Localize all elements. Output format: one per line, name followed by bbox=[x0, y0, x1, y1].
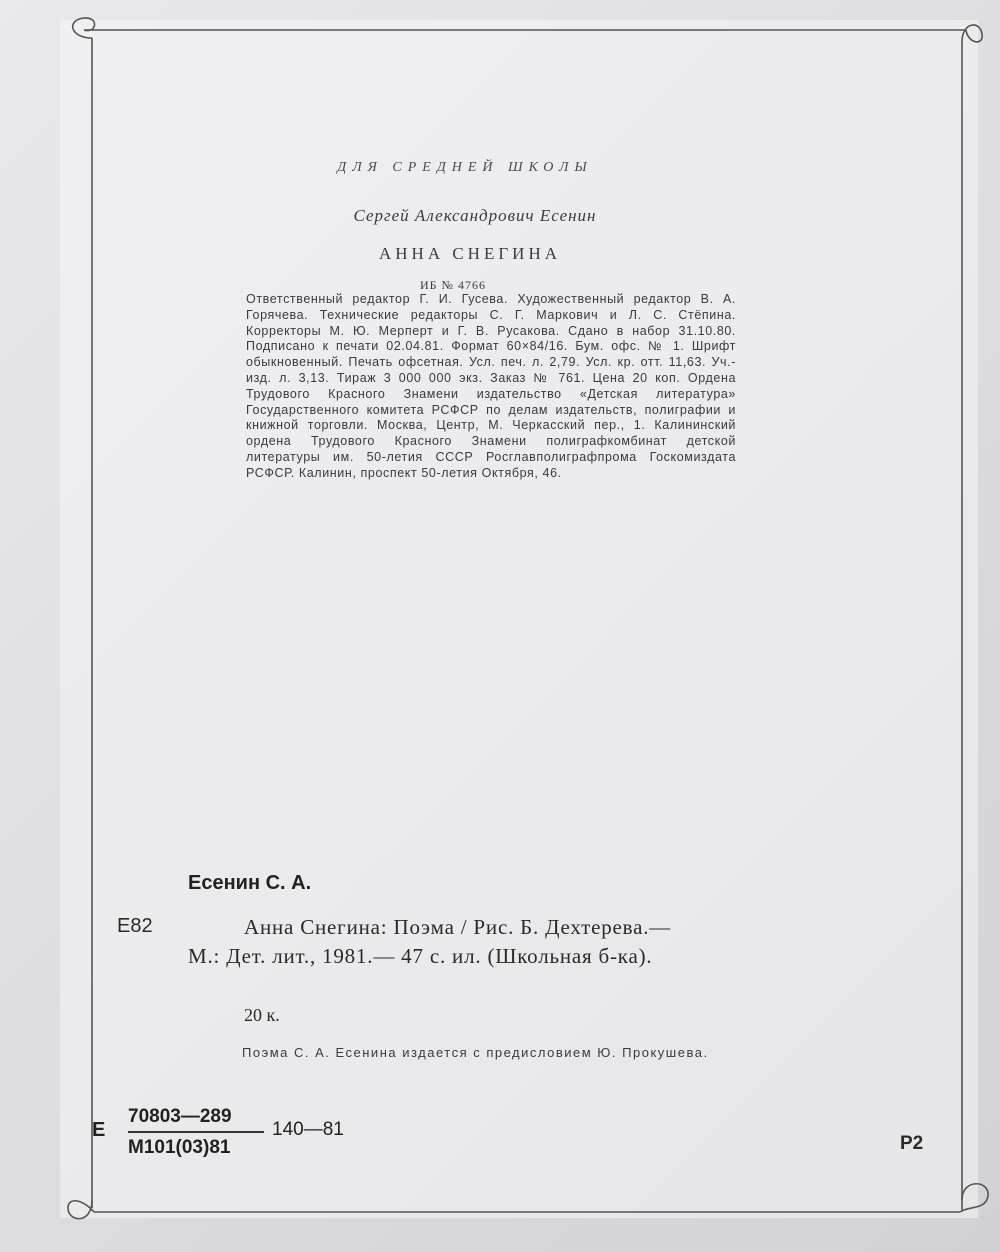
classification-code: Р2 bbox=[900, 1133, 924, 1154]
imprint-block: Ответственный редактор Г. И. Гусева. Художественный редактор В. А. Горячева. Технические редакторы С. Г. Маркович и Л. С. Стёпина. Корректоры М. Ю. Мерперт и Г. В. Русакова. Сдано в набор 31.10.80. Подписано к печати 02.04.81. Формат 60×84/16. Бум. офс. № 1. Шрифт обыкновенный. Печать офсетная. Усл. печ. л. 2,79. Усл. кр. отт. 11,63. Уч.-изд. л. 3,13. Тираж 3 000 000 экз. Заказ № 761. Цена 20 коп. Ордена Трудового Красного Знамени издательство «Детская литература» Государственного комитета РСФСР по делам издательств, полиграфии и книжной торговли. Москва, Центр, М. Черкасский пер., 1. Калининский ордена Трудового Красного Знамени полиграфкомбинат детской литературы им. 50-летия СССР Росглавполиграфпрома Госкомиздата РСФСР. Калинин, проспект 50-летия Октября, 46. bbox=[246, 292, 736, 480]
bbk-fraction-line bbox=[128, 1131, 264, 1133]
catalog-entry-line-2: М.: Дет. лит., 1981.— 47 с. ил. (Школьная б-ка). bbox=[188, 944, 653, 968]
series-heading: ДЛЯ СРЕДНЕЙ ШКОЛЫ bbox=[337, 160, 593, 175]
bbk-denominator: М101(03)81 bbox=[128, 1137, 231, 1158]
catalog-author: Есенин С. А. bbox=[188, 872, 312, 894]
author-full-name: Сергей Александрович Есенин bbox=[353, 206, 597, 225]
bbk-letter: Е bbox=[92, 1119, 106, 1141]
ib-number: ИБ № 4766 bbox=[420, 278, 487, 292]
bbk-suffix: 140—81 bbox=[272, 1119, 344, 1140]
book-title: АННА СНЕГИНА bbox=[378, 244, 562, 263]
bbk-numerator: 70803—289 bbox=[128, 1106, 232, 1127]
preface-note: Поэма С. А. Есенина издается с предисловием Ю. Прокушева. bbox=[242, 1045, 709, 1060]
catalog-code: Е82 bbox=[117, 915, 153, 937]
catalog-price: 20 к. bbox=[244, 1005, 280, 1025]
catalog-entry-line-1: Анна Снегина: Поэма / Рис. Б. Дехтерева.— bbox=[244, 915, 672, 939]
